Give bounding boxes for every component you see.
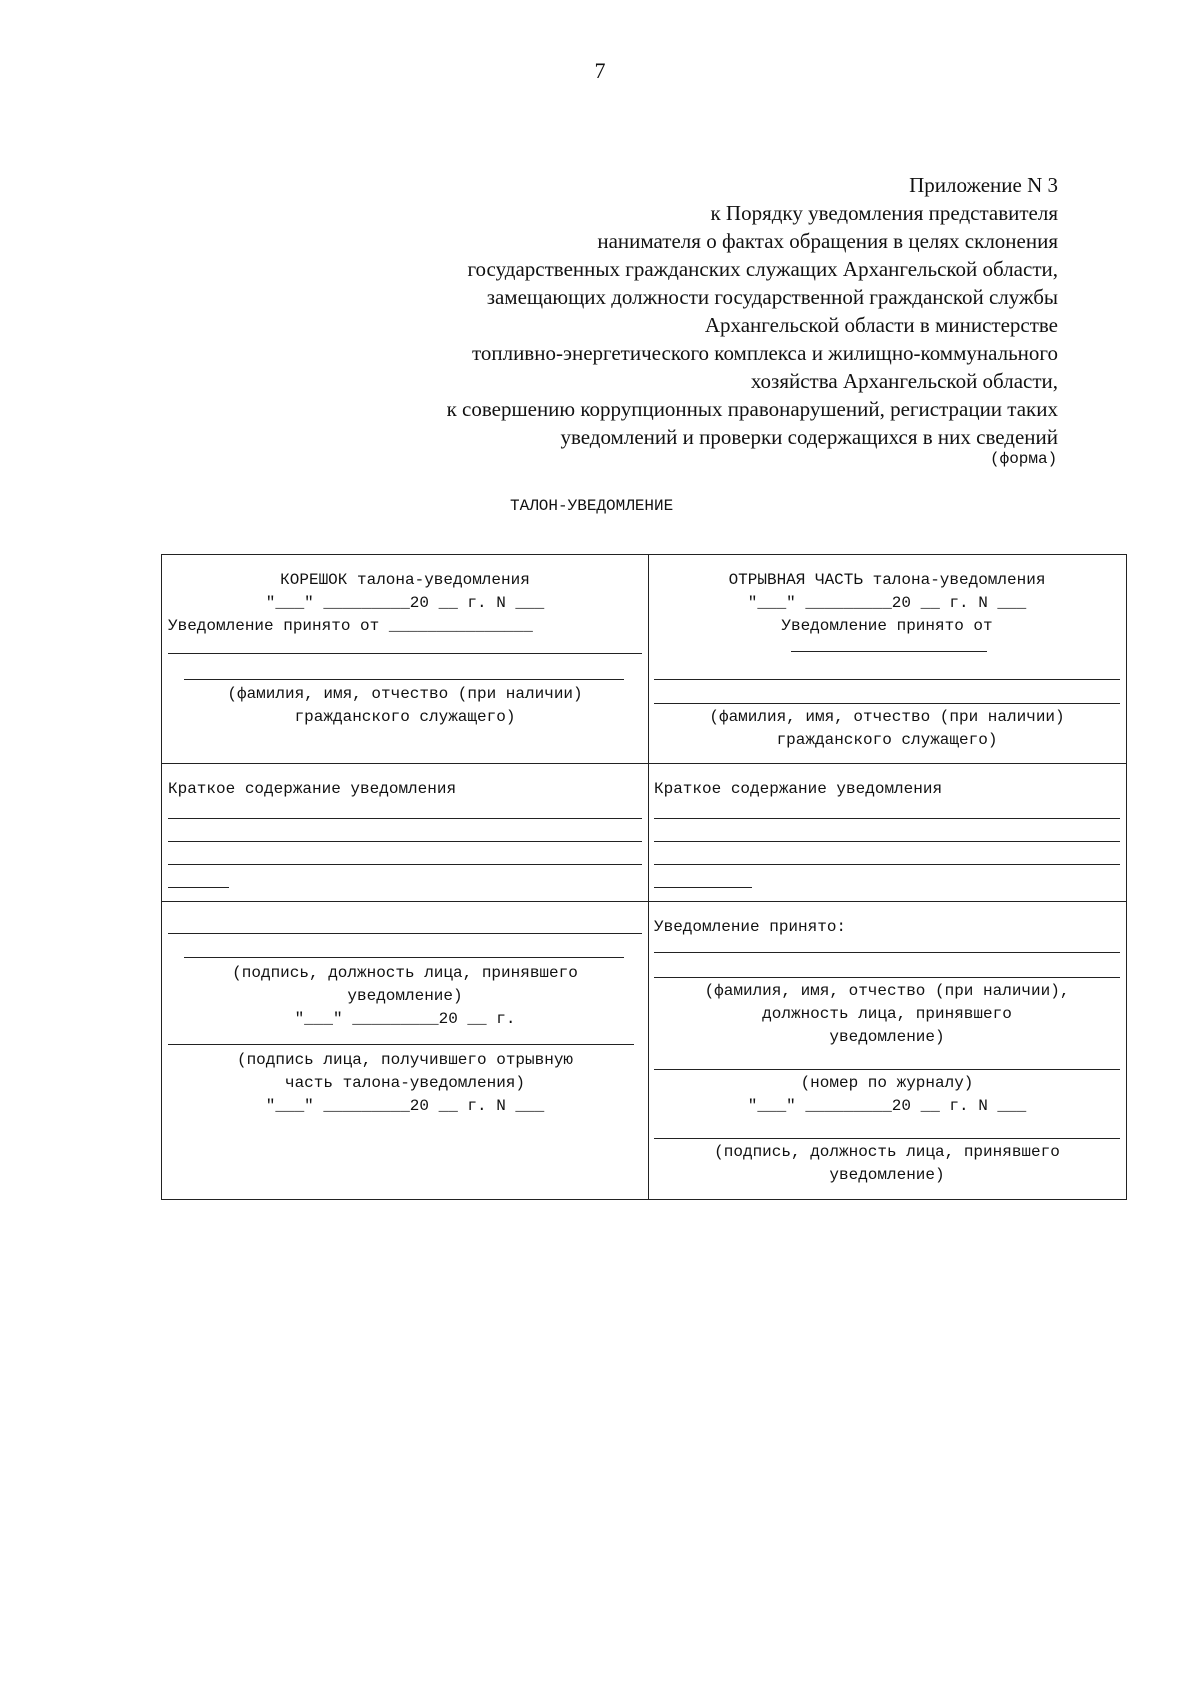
left-received-from: Уведомление принято от _______________: [168, 617, 533, 635]
right-journal-caption: (номер по журналу): [800, 1074, 974, 1092]
left-fio-caption: (фамилия, имя, отчество (при наличии): [227, 685, 583, 703]
appendix-line: к совершению коррупционных правонарушений, регистрации таких: [446, 397, 1058, 421]
fill-line: [168, 864, 642, 865]
fill-line: [654, 864, 1120, 865]
fill-line: [654, 952, 1120, 953]
left-recipient-caption: часть талона-уведомления): [284, 1074, 526, 1092]
right-date-number-2: "___" _________20 __ г. N ___: [747, 1097, 1027, 1115]
fill-line: [168, 653, 642, 654]
appendix-line: Приложение N 3: [909, 173, 1058, 197]
left-signature-caption: уведомление): [347, 987, 463, 1005]
appendix-heading: [298, 171, 1058, 451]
form-title: ТАЛОН-УВЕДОМЛЕНИЕ: [510, 497, 674, 515]
fill-line: [654, 841, 1120, 842]
right-summary-label: Краткое содержание уведомления: [654, 780, 943, 798]
left-date-line: "___" _________20 __ г.: [294, 1010, 516, 1028]
fill-line: [654, 818, 1120, 819]
appendix-line: нанимателя о фактах обращения в целях склонения: [597, 229, 1058, 253]
page-number: 7: [594, 58, 606, 83]
left-signature-caption: (подпись, должность лица, принявшего: [232, 964, 578, 982]
fill-line: [654, 1138, 1120, 1139]
fill-line: [654, 703, 1120, 704]
row-divider: [162, 763, 1126, 764]
form-label: (форма): [990, 450, 1058, 468]
fill-line: [184, 957, 624, 958]
left-date-number-2: "___" _________20 __ г. N ___: [265, 1097, 545, 1115]
left-header: КОРЕШОК талона-уведомления: [280, 571, 530, 589]
left-recipient-caption: (подпись лица, получившего отрывную: [236, 1051, 574, 1069]
left-fio-caption: гражданского служащего): [294, 708, 516, 726]
fill-line: [654, 977, 1120, 978]
right-official-caption: должность лица, принявшего: [762, 1005, 1012, 1023]
fill-line: [791, 651, 987, 652]
right-signature-caption: уведомление): [829, 1166, 945, 1184]
right-received-from: Уведомление принято от: [781, 617, 993, 635]
right-official-caption: уведомление): [829, 1028, 945, 1046]
fill-line: [168, 1044, 634, 1045]
right-header: ОТРЫВНАЯ ЧАСТЬ талона-уведомления: [728, 571, 1046, 589]
fill-line: [654, 679, 1120, 680]
appendix-line: к Порядку уведомления представителя: [710, 201, 1058, 225]
appendix-line: хозяйства Архангельской области,: [750, 369, 1058, 393]
right-date-number: "___" _________20 __ г. N ___: [747, 594, 1027, 612]
fill-line: [184, 679, 624, 680]
fill-line: [168, 841, 642, 842]
fill-line: [168, 818, 642, 819]
appendix-line: уведомлений и проверки содержащихся в них сведений: [560, 425, 1058, 449]
appendix-line: замещающих должности государственной гражданской службы: [486, 285, 1058, 309]
right-official-caption: (фамилия, имя, отчество (при наличии),: [704, 982, 1070, 1000]
appendix-line: Архангельской области в министерстве: [704, 313, 1058, 337]
left-summary-label: Краткое содержание уведомления: [168, 780, 457, 798]
fill-line: [654, 1069, 1120, 1070]
fill-line: [168, 933, 642, 934]
right-fio-caption: гражданского служащего): [776, 731, 998, 749]
right-accepted-label: Уведомление принято:: [654, 918, 847, 936]
left-date-number: "___" _________20 __ г. N ___: [265, 594, 545, 612]
right-fio-caption: (фамилия, имя, отчество (при наличии): [709, 708, 1065, 726]
right-signature-caption: (подпись, должность лица, принявшего: [714, 1143, 1060, 1161]
notification-form-table: [161, 554, 1127, 1200]
appendix-line: государственных гражданских служащих Архангельской области,: [467, 257, 1058, 281]
fill-line: [168, 887, 229, 888]
fill-line: [654, 887, 752, 888]
row-divider: [162, 901, 1126, 902]
appendix-line: топливно-энергетического комплекса и жилищно-коммунального: [471, 341, 1058, 365]
